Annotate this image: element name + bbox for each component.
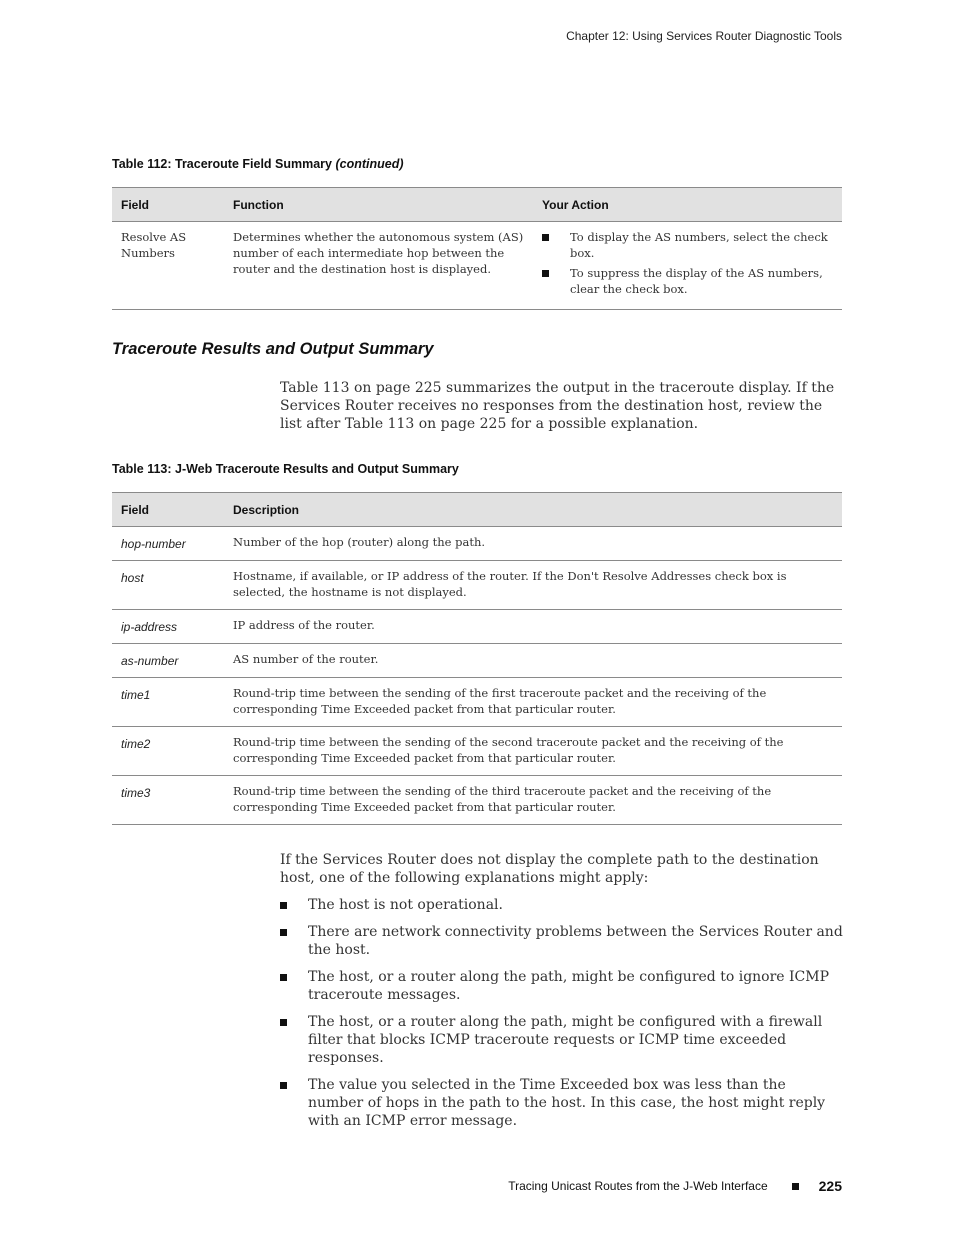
field-cell: time1 [112,678,224,727]
table-113 [112,492,842,825]
table-row [112,776,842,825]
table-row [112,727,842,776]
table-112 [112,187,842,310]
table-row [112,222,842,310]
field-cell: as-number [112,644,224,678]
bullet-icon [280,1082,287,1089]
list-item [280,1013,845,1067]
description-cell: Round-trip time between the sending of the second traceroute packet and the receiving of the corresponding Time Exceeded packet from that particular router. [224,727,842,776]
field-cell: host [112,561,224,610]
bullet-icon [280,974,287,981]
list-item-text: The host, or a router along the path, might be configured with a firewall filter that blocks ICMP traceroute requests or ICMP time exceeded responses. [308,1014,823,1066]
bullet-icon [542,270,549,277]
field-cell: hop-number [112,527,224,561]
bullet-icon [542,234,549,241]
action-list [542,229,833,297]
table-row [112,678,842,727]
description-cell: Hostname, if available, or IP address of the router. If the Don't Resolve Addresses check box is selected, the hostname is not displayed. [224,561,842,610]
list-item [280,923,845,959]
list-item [280,968,845,1004]
explanations-intro-paragraph: If the Services Router does not display the complete path to the destination host, one of the following explanations might apply: [280,852,819,886]
description-cell: IP address of the router. [224,610,842,644]
list-item-text: The host, or a router along the path, might be configured to ignore ICMP traceroute messages. [308,969,830,1003]
list-item [280,896,845,914]
table-row [112,527,842,561]
section-intro-paragraph: Table 113 on page 225 summarizes the output in the traceroute display. If the Services Router receives no responses from the destination host, review the list after Table 113 on page 225 for a possible explanation. [280,380,835,432]
description-cell: Round-trip time between the sending of the third traceroute packet and the receiving of the corresponding Time Exceeded packet from that particular router. [224,776,842,825]
column-header-your-action: Your Action [533,188,842,222]
table-112-caption-suffix: (continued) [335,157,404,171]
list-item-text: There are network connectivity problems between the Services Router and the host. [308,924,843,958]
column-header-field: Field [112,493,224,527]
footer-separator-icon [792,1183,799,1190]
field-cell: time3 [112,776,224,825]
bullet-icon [280,902,287,909]
section-heading: Traceroute Results and Output Summary [112,340,434,358]
table-113-header-row [112,493,842,527]
field-cell: ip-address [112,610,224,644]
field-cell: time2 [112,727,224,776]
field-cell: Resolve AS Numbers [112,222,224,310]
table-112-caption-title: Table 112: Traceroute Field Summary [112,157,332,171]
list-item-text: The host is not operational. [308,897,503,913]
bullet-icon [280,929,287,936]
action-text: To display the AS numbers, select the check box. [570,230,828,260]
list-item [542,229,833,261]
description-cell: Round-trip time between the sending of the first traceroute packet and the receiving of the corresponding Time Exceeded packet from that particular router. [224,678,842,727]
column-header-description: Description [224,493,842,527]
column-header-function: Function [224,188,533,222]
action-text: To suppress the display of the AS numbers, clear the check box. [570,266,823,296]
function-cell: Determines whether the autonomous system (AS) number of each intermediate hop between the router and the destination host is displayed. [224,222,533,310]
description-cell: AS number of the router. [224,644,842,678]
bullet-icon [280,1019,287,1026]
explanations-list [280,896,845,1139]
footer-section-title: Tracing Unicast Routes from the J-Web Interface [508,1179,768,1193]
page-number: 225 [818,1178,842,1194]
table-112-caption [112,157,404,171]
list-item [280,1076,845,1130]
table-112-header-row [112,188,842,222]
table-row [112,610,842,644]
column-header-field: Field [112,188,224,222]
table-row [112,644,842,678]
description-cell: Number of the hop (router) along the path. [224,527,842,561]
list-item [542,265,833,297]
table-row [112,561,842,610]
list-item-text: The value you selected in the Time Exceeded box was less than the number of hops in the path to the host. In this case, the host might reply with an ICMP error message. [308,1077,826,1129]
table-113-caption: Table 113: J-Web Traceroute Results and Output Summary [112,462,459,476]
action-cell [533,222,842,310]
page-footer [508,1178,842,1194]
chapter-header: Chapter 12: Using Services Router Diagnostic Tools [566,29,842,43]
